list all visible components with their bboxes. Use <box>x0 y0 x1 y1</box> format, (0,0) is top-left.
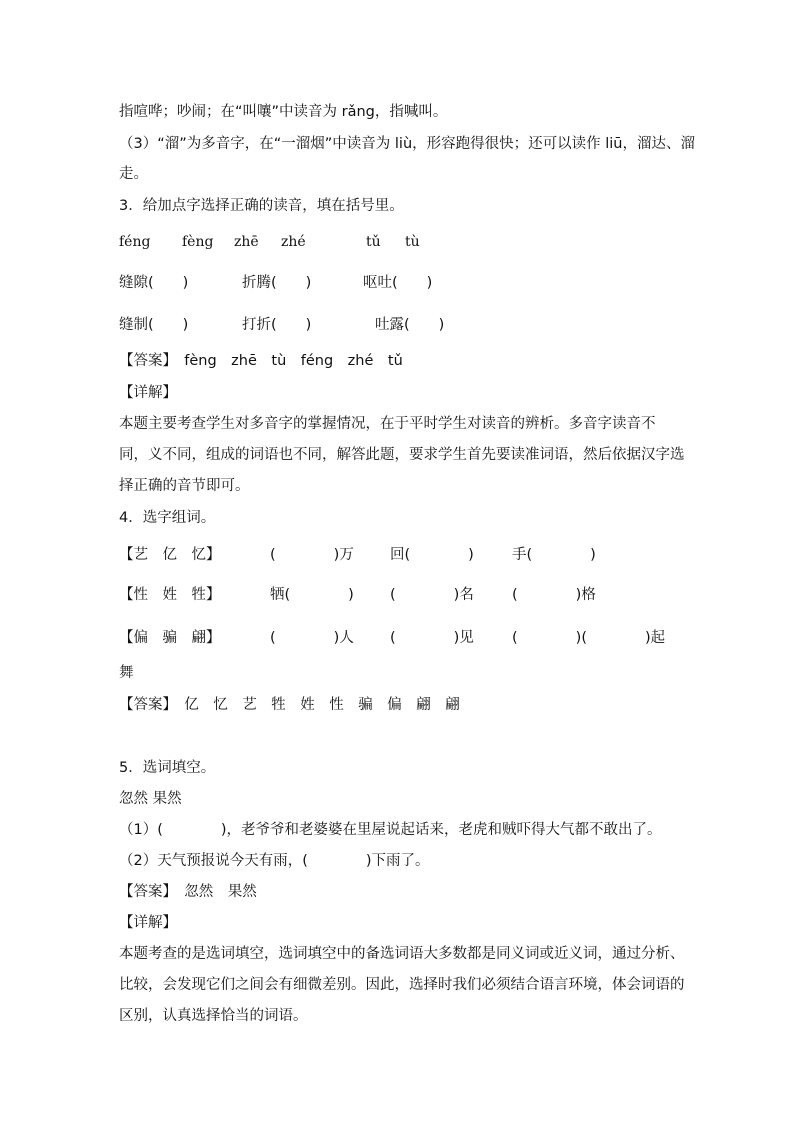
char-group: 【艺 亿 忆】 <box>119 547 221 563</box>
word-options: 忽然 果然 <box>119 791 182 807</box>
word-blank: 手( ) <box>512 547 596 563</box>
word-blank: 折腾( ) <box>242 275 312 291</box>
pinyin-option: fèng <box>182 234 214 250</box>
answer-line: 【答案】 忽然 果然 <box>119 884 257 900</box>
question-3-title: 3．给加点字选择正确的读音，填在括号里。 <box>119 198 404 214</box>
text-line: 走。 <box>119 166 148 182</box>
word-blank: ( )( )起 <box>512 630 666 646</box>
word-blank: 吐露( ) <box>375 317 445 333</box>
pinyin-option: féng <box>119 234 151 250</box>
word-blank: ( )人 <box>270 630 354 646</box>
word-blank: ( )万 <box>270 547 354 563</box>
detail-heading: 【详解】 <box>119 915 177 931</box>
text-line: 舞 <box>119 665 134 681</box>
text-line: 本题主要考查学生对多音字的掌握情况，在于平时学生对读音的辨析。多音字读音不 <box>119 416 656 432</box>
char-group: 【偏 骗 翩】 <box>119 630 221 646</box>
question-5-title: 5．选词填空。 <box>119 760 216 776</box>
text-line: 同，义不同，组成的词语也不同，解答此题，要求学生首先要读准词语，然后依据汉字选 <box>119 447 685 463</box>
answer-line: 【答案】 fèng zhē tù féng zhé tǔ <box>119 353 403 369</box>
word-blank: ( )见 <box>390 630 474 646</box>
sentence-2: （2）天气预报说今天有雨，( )下雨了。 <box>119 853 430 869</box>
answer-line: 【答案】 亿 忆 艺 牲 姓 性 骗 偏 翩 翩 <box>119 697 460 713</box>
pinyin-option: zhē <box>234 234 259 250</box>
pinyin-option: zhé <box>281 234 306 250</box>
text-line: 指喧哗；吵闹；在“叫嚷”中读音为 rǎng，指喊叫。 <box>119 104 448 120</box>
char-group: 【性 姓 牲】 <box>119 587 221 603</box>
pinyin-option: tù <box>405 234 420 250</box>
word-blank: 牺( ) <box>270 587 354 603</box>
detail-heading: 【详解】 <box>119 385 177 401</box>
text-line: 比较，会发现它们之间会有细微差别。因此，选择时我们必须结合语言环境，体会词语的 <box>119 977 685 993</box>
word-blank: 回( ) <box>390 547 474 563</box>
word-blank: 打折( ) <box>242 317 312 333</box>
pinyin-option: tǔ <box>366 234 381 250</box>
question-4-title: 4．选字组词。 <box>119 510 216 526</box>
word-blank: ( )名 <box>390 587 474 603</box>
text-line: 择正确的音节即可。 <box>119 478 250 494</box>
text-line: （3）“溜”为多音字，在“一溜烟”中读音为 liù，形容跑得很快；还可以读作 liū，溜达、溜 <box>119 136 695 152</box>
word-blank: 缝制( ) <box>119 317 189 333</box>
word-blank: ( )格 <box>512 587 596 603</box>
sentence-1: （1）( )，老爷爷和老婆婆在里屋说起话来，老虎和贼吓得大气都不敢出了。 <box>119 822 662 838</box>
word-blank: 缝隙( ) <box>119 275 189 291</box>
text-line: 区别，认真选择恰当的词语。 <box>119 1008 308 1024</box>
word-blank: 呕吐( ) <box>363 275 433 291</box>
text-line: 本题考查的是选词填空，选词填空中的备选词语大多数都是同义词或近义词，通过分析、 <box>119 946 685 962</box>
